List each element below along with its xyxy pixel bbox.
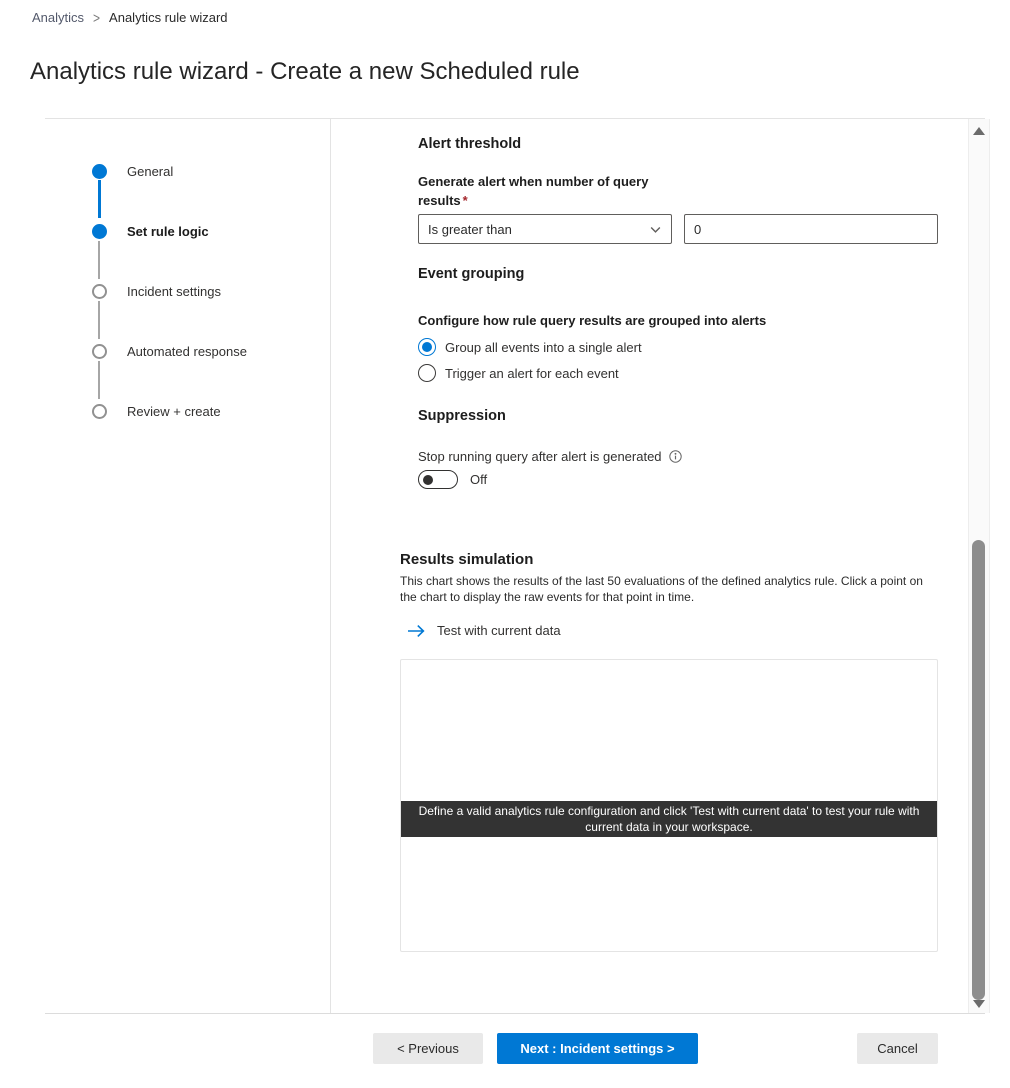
stepper-item-incident-settings[interactable] <box>92 281 221 301</box>
required-asterisk: * <box>462 193 468 208</box>
stepper-item-general[interactable] <box>92 161 173 181</box>
alert-threshold-heading: Alert threshold <box>418 136 522 152</box>
radio-unselected-icon <box>418 364 436 382</box>
breadcrumb-current-page: Analytics rule wizard <box>109 10 228 25</box>
radio-alert-per-event[interactable] <box>418 362 619 384</box>
step-connector <box>98 180 101 218</box>
stepper-item-automated-response[interactable] <box>92 341 247 361</box>
chart-placeholder-banner: Define a valid analytics rule configuration and click 'Test with current data' to test your rule with current data in your workspace. <box>401 801 937 837</box>
results-simulation-chart <box>400 659 938 952</box>
event-grouping-heading: Event grouping <box>418 266 525 282</box>
operator-dropdown[interactable] <box>418 214 672 244</box>
breadcrumb-analytics-link[interactable]: Analytics <box>32 10 85 25</box>
sidebar-divider <box>330 118 331 1013</box>
test-with-current-data-link[interactable] <box>407 623 561 638</box>
breadcrumb <box>32 10 228 25</box>
step-label: Set rule logic <box>127 223 209 239</box>
stepper-item-set-rule-logic[interactable] <box>92 221 209 241</box>
step-upcoming-icon <box>92 404 107 419</box>
previous-button[interactable]: < Previous <box>373 1033 483 1064</box>
step-connector <box>98 241 100 279</box>
step-connector <box>98 301 100 339</box>
radio-group-single-alert[interactable] <box>418 336 642 358</box>
suppression-toggle-label <box>418 449 682 464</box>
event-grouping-label: Configure how rule query results are grouped into alerts <box>418 313 767 328</box>
step-current-icon <box>92 224 107 239</box>
radio-label: Trigger an alert for each event <box>445 365 619 381</box>
step-label: Automated response <box>127 343 247 359</box>
scroll-down-icon[interactable] <box>973 1000 985 1008</box>
suppression-heading: Suppression <box>418 408 506 424</box>
suppression-toggle-row <box>418 470 487 489</box>
radio-label: Group all events into a single alert <box>445 339 642 355</box>
content-top-border <box>45 118 985 119</box>
info-icon[interactable] <box>669 450 682 463</box>
threshold-value-input[interactable] <box>684 214 938 244</box>
toggle-knob <box>423 475 433 485</box>
suppression-toggle[interactable] <box>418 470 458 489</box>
step-label: General <box>127 163 174 179</box>
step-upcoming-icon <box>92 284 107 299</box>
next-incident-settings-button[interactable]: Next : Incident settings > <box>497 1033 698 1064</box>
generate-alert-field-label <box>418 172 674 210</box>
chevron-down-icon <box>649 223 662 236</box>
step-label: Review + create <box>127 403 221 419</box>
scroll-up-icon[interactable] <box>973 127 985 135</box>
step-completed-icon <box>92 164 107 179</box>
cancel-button[interactable]: Cancel <box>857 1033 938 1064</box>
radio-selected-icon <box>418 338 436 356</box>
results-simulation-heading: Results simulation <box>400 551 534 568</box>
test-link-label: Test with current data <box>437 623 561 638</box>
results-simulation-description: This chart shows the results of the last 50 evaluations of the defined analytics rule. Click a point on the chart to display the raw events for that point in time. <box>400 574 923 604</box>
operator-dropdown-value: Is greater than <box>428 221 512 237</box>
field-label-text: Generate alert when number of query results <box>418 174 649 208</box>
suppression-label-text: Stop running query after alert is generated <box>418 449 662 464</box>
chevron-right-icon: > <box>93 8 101 27</box>
arrow-right-icon <box>407 624 426 638</box>
content-bottom-border <box>45 1013 985 1014</box>
step-label: Incident settings <box>127 283 221 299</box>
step-upcoming-icon <box>92 344 107 359</box>
page-title: Analytics rule wizard - Create a new Scheduled rule <box>30 58 580 85</box>
stepper-item-review-create[interactable] <box>92 401 221 421</box>
step-connector <box>98 361 100 399</box>
scrollbar-thumb[interactable] <box>972 540 985 1000</box>
toggle-state-label: Off <box>470 472 488 487</box>
